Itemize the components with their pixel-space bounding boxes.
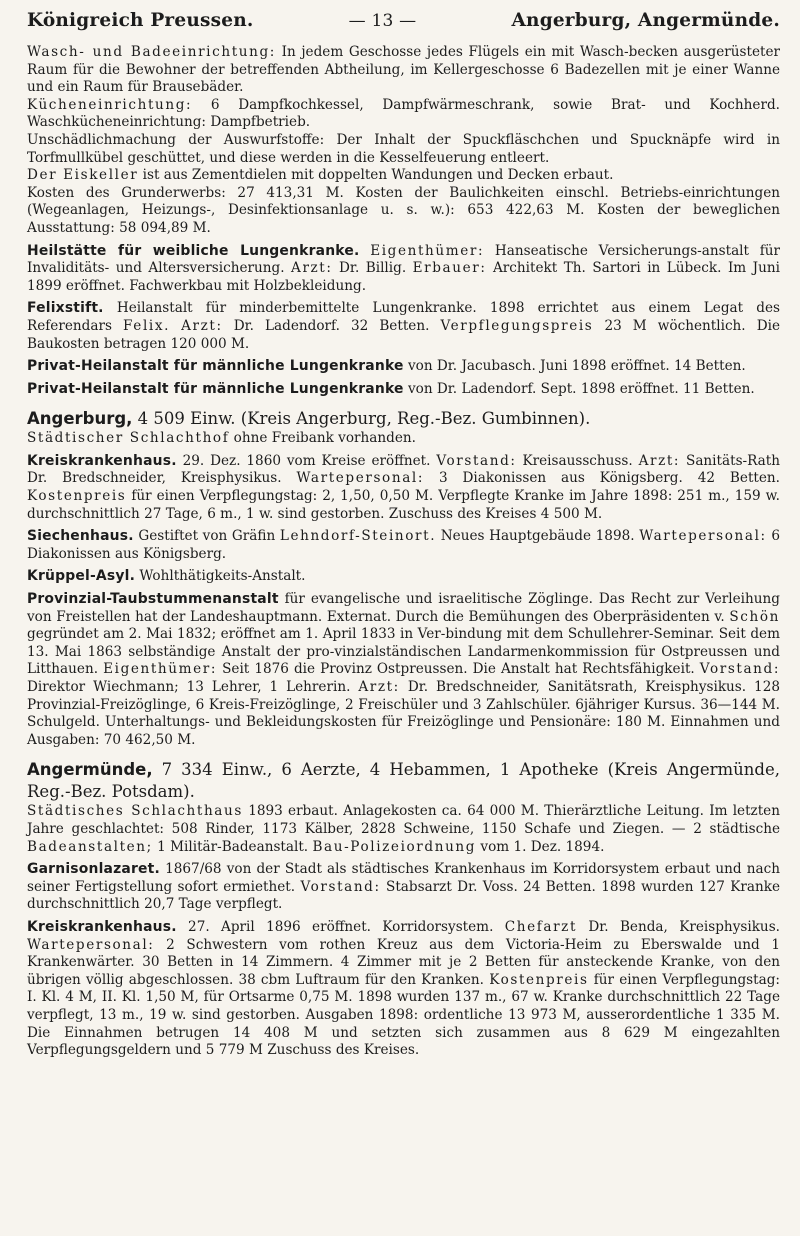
text-wasch: In jedem Geschosse jedes Flügels ein mit Wasch-becken ausgerüsteter Raum für die Bewohner der betreffenden Abtheilung, im Kellergeschosse 6 Badezellen mit je einer Wanne und ein Raum für Brausebäder. xyxy=(27,44,780,96)
town-heading-angerburg xyxy=(27,408,780,430)
angerburg-schlachthof xyxy=(27,430,780,448)
text-privat-1: von Dr. Jacubasch. Juni 1898 eröffnet. 14 Betten. xyxy=(403,358,746,375)
akh-label-wartepersonal: Wartepersonal: xyxy=(27,936,155,953)
kh-label-vorstand: Vorstand: xyxy=(436,452,517,469)
paragraph-auswurf xyxy=(27,132,780,167)
heading-privat-1: Privat-Heilanstalt für männliche Lungenkranke xyxy=(27,358,404,375)
pt-text-5: Dr. Bredschneider, Sanitätsrath, Kreisphysikus. 128 Provinzial-Freizöglinge, 6 Kreis-Freizöglinge, 2 Freischüler und 3 Zahlschüler. 6jähriger Kursus. 36—144 M. Schulgeld. Unterhaltungs- und Bekleidungskosten für Freizöglinge und Pensionäre: 180 M. Einnahmen und Ausgaben: 70 462,50 M. xyxy=(27,679,780,748)
heading-privat-2: Privat-Heilanstalt für männliche Lungenkranke xyxy=(27,380,404,397)
kh-label-wartepersonal: Wartepersonal: xyxy=(296,470,425,487)
text-arzt: Dr. Billig. xyxy=(332,260,413,277)
town-name-angerburg: Angerburg, xyxy=(27,409,133,429)
heading-kreiskrankenhaus-angermuende: Kreiskrankenhaus. xyxy=(27,918,177,935)
label-wasch: Wasch- und Badeeinrichtung: xyxy=(27,44,276,60)
angerburg-kreiskrankenhaus xyxy=(27,453,780,523)
akh-text-3: 2 Schwestern vom rothen Kreuz aus dem Victoria-Heim zu Eberswalde und 1 Krankenwärter. 30 Betten in 14 Zimmern. 4 Zimmer mit je 2 Betten für ansteckende Kranke, von den übrigen völlig abgeschlossen. 38 cbm Luftraum für den Kranken. xyxy=(27,936,780,988)
label-badeanstalten: Badeanstalten; xyxy=(27,838,153,855)
pt-text-3: Seit 1876 die Provinz Ostpreussen. Die Anstalt hat Rechtsfähigkeit. xyxy=(217,661,700,678)
heading-garnisonlazaret: Garnisonlazaret. xyxy=(27,861,160,878)
sh-label-wartepersonal: Wartepersonal: xyxy=(639,528,767,545)
angerburg-krueppel-asyl xyxy=(27,568,780,586)
header-right: Angerburg, Angermünde. xyxy=(511,10,780,31)
angerburg-siechenhaus xyxy=(27,528,780,563)
heading-kreiskrankenhaus-angerburg: Kreiskrankenhaus. xyxy=(27,452,177,469)
town-info-angermuende: 7 334 Einw., 6 Aerzte, 4 Hebammen, 1 Apotheke (Kreis Angermünde, Reg.-Bez. Potsdam). xyxy=(27,760,780,802)
angermuende-schlachthaus xyxy=(27,803,780,856)
running-header xyxy=(27,10,780,44)
akh-label-chefarzt: Chefarzt xyxy=(504,918,578,935)
kh-text-1: 29. Dez. 1860 vom Kreise eröffnet. xyxy=(176,452,437,469)
akh-label-kostenpreis: Kostenpreis xyxy=(489,971,589,988)
label-erbauer: Erbauer: xyxy=(412,260,487,277)
sh-text-3: 6 Diakonissen aus Königsberg. xyxy=(27,528,780,562)
paragraph-kueche xyxy=(27,97,780,132)
sh-name: Lehndorf-Steinort. xyxy=(279,528,437,545)
label-kueche: Kücheneinrichtung: xyxy=(27,96,193,113)
heading-taubstummenanstalt: Provinzial-Taubstummenanstalt xyxy=(27,591,279,608)
pt-name: Schön xyxy=(729,608,780,625)
label-waschkueche: Waschkücheneinrichtung: xyxy=(27,114,207,131)
angermuende-kreiskrankenhaus xyxy=(27,919,780,1060)
entry-privat-ladendorf xyxy=(27,381,780,399)
gl-text-2: Stabsarzt Dr. Voss. 24 Betten. 1898 wurden 127 Kranke durchschnittlich 20,7 Tage verpflegt. xyxy=(27,878,781,913)
label-auswurf: Unschädlichmachung der Auswurfstoffe: xyxy=(27,131,325,148)
paragraph-eiskeller xyxy=(27,167,780,185)
sh-text-2: Neues Hauptgebäude 1898. xyxy=(436,528,640,545)
name-felix: Felix. xyxy=(123,317,171,334)
text-bau-polizeiordnung: vom 1. Dez. 1894. xyxy=(476,838,605,855)
ka-text: Wohlthätigkeits-Anstalt. xyxy=(135,568,306,585)
town-heading-angermuende xyxy=(27,759,780,803)
heading-siechenhaus: Siechenhaus. xyxy=(27,528,134,545)
label-arzt-felix: Arzt: xyxy=(181,317,223,334)
label-schlachthaus: Städtisches Schlachthaus xyxy=(27,803,243,820)
angerburg-taubstummenanstalt xyxy=(27,591,780,749)
text-felixstift: Heilanstalt für minderbemittelte Lungenkranke. 1898 errichtet aus einem Legat des Referendars xyxy=(27,300,780,334)
kh-label-kostenpreis: Kostenpreis xyxy=(27,488,127,505)
pt-text-1: für evangelische und israelitische Zöglinge. Das Recht zur Verleihung von Freistellen hat der Landeshauptmann. Externat. Durch die Bemühungen des Oberpräsidenten v. xyxy=(27,591,780,625)
text-erbauer: Architekt Th. Sartori in Lübeck. Im Juni 1899 eröffnet. Fachwerkbau mit Holzbekleidung. xyxy=(27,260,780,294)
document-body xyxy=(27,44,780,1060)
pt-label-vorstand: Vorstand: xyxy=(699,661,781,678)
kh-text-3: Sanitäts-Rath Dr. Bredschneider, Kreisphysikus. xyxy=(27,452,781,487)
pt-text-2: gegründet am 2. Mai 1832; eröffnet am 1. April 1833 in Ver-bindung mit dem Schullehrer-Seminar. Seit dem 13. Mai 1863 selbständige Anstalt der pro-vinzialständischen Landarmenkommission für Ostpreussen und Litthauen. xyxy=(27,626,780,678)
text-kosten: Kosten des Grunderwerbs: 27 413,31 M. Kosten der Baulichkeiten einschl. Betriebs-einrichtungen (Wegeanlagen, Heizungs-, Desinfektionsanlage u. s. w.): 653 422,63 M. Kosten der beweglichen Ausstattung: 58 094,89 M. xyxy=(27,184,780,236)
akh-text-4: für einen Verpflegungstag: I. Kl. 4 M, II. Kl. 1,50 M, für Ortsarme 0,75 M. 1898 wurden 137 m., 67 w. Kranke durchschnittlich 22 Tage verpflegt, 13 m., 19 w. sind gestorben. Ausgaben 1898: ordentliche 13 973 M, ausserordentliche 1 335 M. Die Einnahmen betrugen 14 408 M und setzten sich zusammen aus 8 629 M eingezahlten Verpflegungsgeldern und 5 779 M Zuschuss des Kreises. xyxy=(27,971,780,1059)
akh-text-2: Dr. Benda, Kreisphysikus. xyxy=(577,918,780,935)
heading-krueppel-asyl: Krüppel-Asyl. xyxy=(27,568,136,585)
town-info-angerburg: 4 509 Einw. (Kreis Angerburg, Reg.-Bez. Gumbinnen). xyxy=(132,409,591,429)
kh-text-4: 3 Diakonissen aus Königsberg. 42 Betten. xyxy=(424,470,780,487)
page-number: — 13 — xyxy=(348,11,417,31)
gl-text-1: 1867/68 von der Stadt als städtisches Krankenhaus im Korridorsystem erbaut und nach seiner Fertigstellung sofort ermiethet. xyxy=(27,861,780,895)
label-arzt: Arzt: xyxy=(291,260,333,277)
text-schlachthaus: 1893 erbaut. Anlagekosten ca. 64 000 M. Thierärztliche Leitung. Im letzten Jahre geschlachtet: 508 Rinder, 1173 Kälber, 2828 Schweine, 1150 Schafe und Ziegen. — 2 städtische xyxy=(27,803,780,837)
label-eiskeller: Der Eiskeller xyxy=(27,167,139,184)
label-verpflegungspreis: Verpflegungspreis xyxy=(440,317,594,334)
entry-heilstaette xyxy=(27,243,780,296)
text-arzt-felix: Dr. Ladendorf. 32 Betten. xyxy=(222,317,441,334)
paragraph-kosten xyxy=(27,185,780,238)
header-left: Königreich Preussen. xyxy=(27,10,254,31)
text-verpflegungspreis: 23 M wöchentlich. Die Baukosten betragen 120 000 M. xyxy=(27,317,780,352)
kh-text-2: Kreisausschuss. xyxy=(516,452,639,469)
heading-heilstaette: Heilstätte für weibliche Lungenkranke. xyxy=(27,242,360,259)
label-bau-polizeiordnung: Bau-Polizeiordnung xyxy=(312,838,477,855)
pt-label-arzt: Arzt: xyxy=(358,679,400,695)
akh-text-1: 27. April 1896 eröffnet. Korridorsystem. xyxy=(176,918,505,935)
sh-text-1: Gestiftet von Gräfin xyxy=(133,528,280,545)
pt-text-4: Direktor Wiechmann; 13 Lehrer, 1 Lehrerin. xyxy=(27,679,359,695)
town-name-angermuende: Angermünde, xyxy=(27,760,153,780)
text-privat-2: von Dr. Ladendorf. Sept. 1898 eröffnet. 11 Betten. xyxy=(403,380,755,397)
label-schlachthof: Städtischer Schlachthof xyxy=(27,430,230,447)
entry-privat-jacubasch xyxy=(27,358,780,376)
paragraph-wasch xyxy=(27,44,780,97)
gl-label-vorstand: Vorstand: xyxy=(300,878,381,895)
text-eiskeller: ist aus Zementdielen mit doppelten Wandungen und Decken erbaut. xyxy=(138,167,614,184)
pt-label-eigenthuemer: Eigenthümer: xyxy=(103,661,218,678)
kh-text-5: für einen Verpflegungstag: 2, 1,50, 0,50 M. Verpflegte Kranke im Jahre 1898: 251 m., 159 w. durchschnittlich 27 Tage, 6 m., 1 w. sind gestorben. Zuschuss des Kreises 4 500 M. xyxy=(27,488,780,522)
angermuende-garnisonlazaret xyxy=(27,861,780,914)
text-badeanstalten: 1 Militär-Badeanstalt. xyxy=(152,838,313,855)
text-kueche: 6 Dampfkochkessel, Dampfwärmeschrank, sowie Brat- und Kochherd. xyxy=(192,96,780,113)
entry-felixstift xyxy=(27,300,780,353)
kh-label-arzt: Arzt: xyxy=(638,452,681,469)
text-eigenthuemer: Hanseatische Versicherungs-anstalt für Invaliditäts- und Altersversicherung. xyxy=(27,242,780,277)
label-eigenthuemer: Eigenthümer: xyxy=(370,242,485,259)
text-waschkueche: Dampfbetrieb. xyxy=(206,114,311,131)
heading-felixstift: Felixstift. xyxy=(27,300,104,317)
text-auswurf: Der Inhalt der Spuckfläschchen und Spucknäpfe wird in Torfmullkübel geschüttet, und diese werden in die Kesselfeuerung entleert. xyxy=(27,131,780,166)
text-schlachthof: ohne Freibank vorhanden. xyxy=(229,430,416,447)
